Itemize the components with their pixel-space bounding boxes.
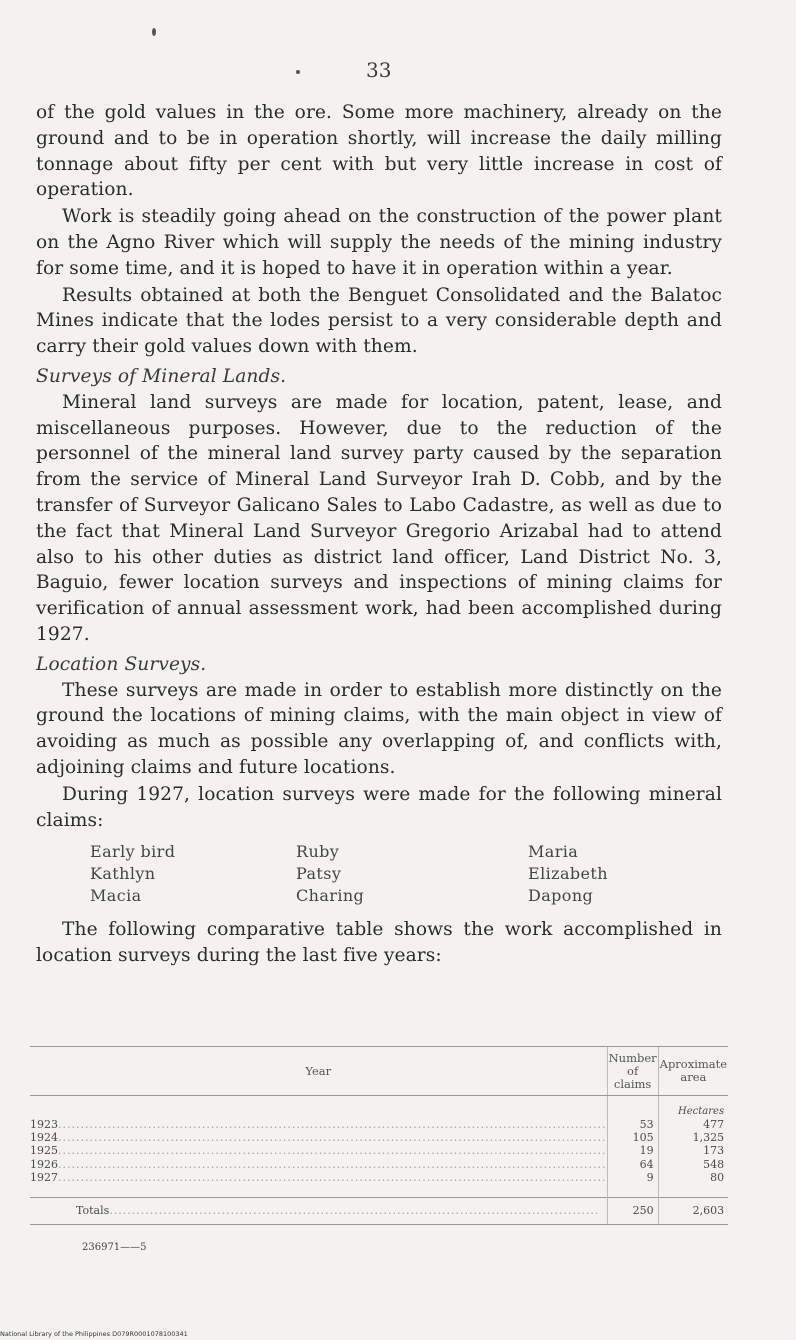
row-claims: 53	[607, 1118, 658, 1131]
scan-speck	[152, 28, 156, 36]
table-row: 1927.......................................................................................................................... 9 80	[30, 1171, 728, 1184]
row-year: 1923	[30, 1118, 58, 1131]
paragraph: The following comparative table shows the work accomplished in location surveys during the last five years:	[36, 919, 722, 967]
table-row: 1924.......................................................................................................................... 105 1,325	[30, 1131, 728, 1144]
claim-name: Ruby	[296, 842, 340, 862]
unit-row	[30, 1096, 728, 1119]
row-area: 80	[658, 1171, 728, 1184]
section-heading-surveys: Surveys of Mineral Lands.	[36, 365, 287, 387]
row-year: 1925	[30, 1144, 58, 1158]
row-area: 1,325	[658, 1131, 728, 1144]
row-claims: 19	[607, 1144, 658, 1157]
area-unit: Hectares	[658, 1096, 728, 1119]
table-header-row	[30, 1047, 728, 1096]
data-table	[30, 1046, 728, 1225]
totals-area: 2,603	[658, 1198, 728, 1225]
paragraph: These surveys are made in order to establish more distinctly on the ground the locations of mining claims, with the main object in view of avoiding as much as possible any overlapping of, and conflicts with, adjoining claims and future locations.	[36, 679, 722, 778]
paragraph: Work is steadily going ahead on the construction of the power plant on the Agno River which will supply the needs of the mining industry for some time, and it is hoped to have it in operation within a year.	[36, 206, 722, 279]
table-row: 1925.......................................................................................................................... 19 173	[30, 1144, 728, 1157]
totals-claims: 250	[607, 1198, 658, 1225]
paragraph: Results obtained at both the Benguet Consolidated and the Balatoc Mines indicate that the lodes persist to a very considerable depth and carry their gold values down with them.	[36, 284, 722, 358]
row-year: 1924	[30, 1131, 58, 1145]
paragraph: During 1927, location surveys were made for the following mineral claims:	[36, 783, 722, 831]
claim-name: Elizabeth	[528, 864, 608, 884]
row-area: 548	[658, 1158, 728, 1171]
row-claims: 64	[607, 1158, 658, 1171]
row-claims: 105	[607, 1131, 658, 1144]
mineral-claims-list	[90, 841, 722, 907]
claim-name: Kathlyn	[90, 864, 156, 884]
scan-footer: National Library of the Philippines D079R0001078100341	[0, 1330, 188, 1338]
totals-row: Totals............................................................................................................. 250 2,603	[30, 1198, 728, 1225]
scan-speck	[296, 70, 300, 74]
paragraph: Mineral land surveys are made for location, patent, lease, and miscellaneous purposes. However, due to the reduction of the personnel of the mineral land survey party caused by the separation from the service of Mineral Land Surveyor Irah D. Cobb, and by the transfer of Surveyor Galicano Sales to Labo Cadastre, as well as due to the fact that Mineral Land Surveyor Gregorio Arizabal had to attend also to his other duties as district land officer, Land District No. 3, Baguio, fewer location surveys and inspections of mining claims for verification of annual assessment work, had been accomplished during 1927.	[36, 391, 722, 645]
row-year: 1926	[30, 1157, 58, 1171]
location-surveys-table	[30, 1046, 728, 1225]
claim-name: Charing	[296, 886, 365, 906]
row-area: 173	[658, 1144, 728, 1157]
row-area: 477	[658, 1118, 728, 1131]
column-header-area: Aproximate area	[658, 1047, 728, 1096]
totals-label: Totals	[76, 1204, 110, 1218]
claim-name: Patsy	[296, 864, 342, 884]
claim-name: Dapong	[528, 886, 594, 906]
paragraph: of the gold values in the ore. Some more machinery, already on the ground and to be in operation shortly, will increase the daily milling tonnage about fifty per cent with but very little increase in cost of operation.	[36, 102, 722, 201]
column-header-claims: Number of claims	[607, 1047, 658, 1096]
body-text	[36, 100, 722, 970]
claim-name: Maria	[528, 842, 579, 862]
page-number: 33	[366, 58, 392, 82]
claim-name: Macia	[90, 886, 142, 906]
row-claims: 9	[607, 1171, 658, 1184]
section-heading-location: Location Surveys.	[36, 653, 207, 675]
table-row: 1926.......................................................................................................................... 64 548	[30, 1158, 728, 1171]
column-header-year: Year	[30, 1047, 607, 1096]
table-row: 1923.......................................................................................................................... 53 477	[30, 1118, 728, 1131]
printer-code: 236971——5	[82, 1242, 147, 1253]
row-year: 1927	[30, 1170, 58, 1184]
claim-name: Early bird	[90, 842, 176, 862]
